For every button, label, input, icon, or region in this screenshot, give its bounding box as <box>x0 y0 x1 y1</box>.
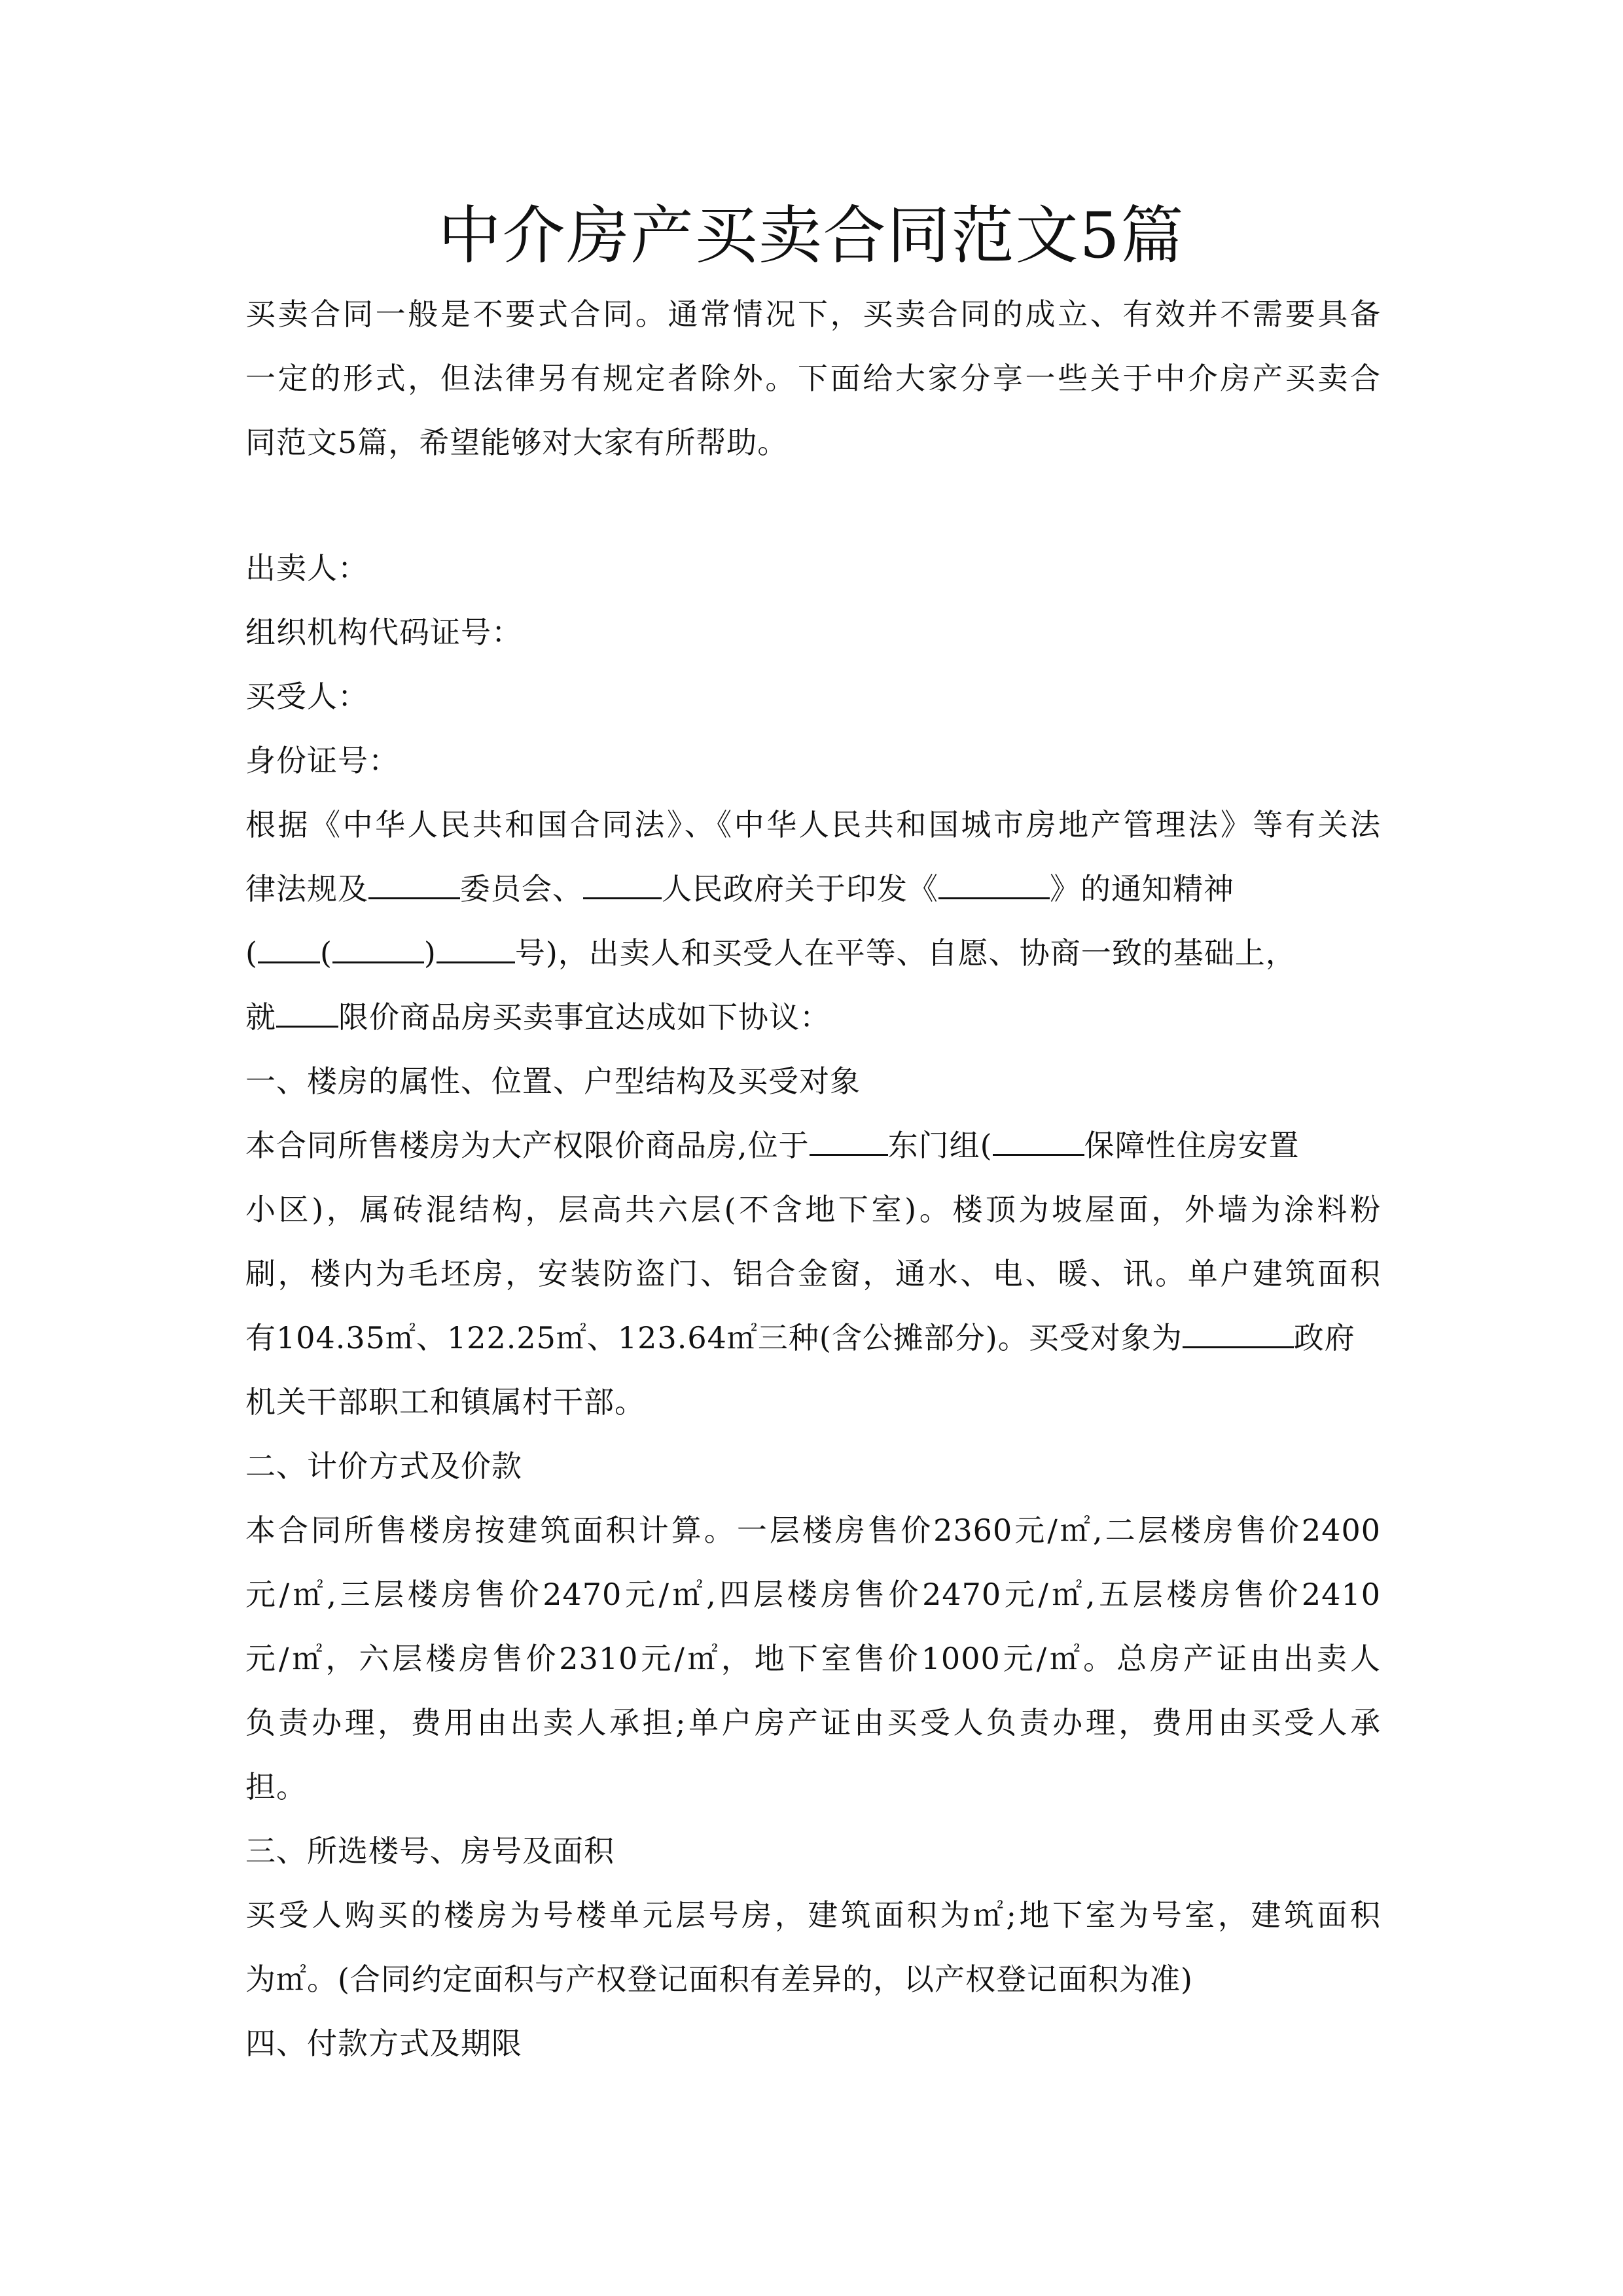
preamble-text: ( <box>319 935 332 971</box>
id-number-field-label: 身份证号： <box>245 743 399 778</box>
preamble-text: 》的通知精神 <box>1050 871 1234 906</box>
preamble-text: 号)，出卖人和买受人在平等、自愿、协商一致的基础上， <box>514 935 1296 971</box>
preamble-line-2 <box>245 869 1381 908</box>
section-3-line-2: 为㎡。(合同约定面积与产权登记面积有差异的，以产权登记面积为准) <box>245 1962 1193 1997</box>
intro-line-1: 买卖合同一般是不要式合同。通常情况下，买卖合同的成立、有效并不需要具备 <box>245 296 1381 332</box>
section-1-line-3: 刷，楼内为毛坯房，安装防盗门、铝合金窗，通水、电、暖、讯。单户建筑面积 <box>245 1256 1381 1291</box>
section-1-heading: 一、楼房的属性、位置、户型结构及买受对象 <box>245 1064 861 1099</box>
section-text: 有104.35㎡、122.25㎡、123.64㎡三种(含公摊部分)。买受对象为 <box>245 1320 1183 1355</box>
document-title: 中介房产买卖合同范文5篇 <box>438 199 1185 272</box>
section-3-heading: 三、所选楼号、房号及面积 <box>245 1833 615 1869</box>
preamble-line-1: 根据《中华人民共和国合同法》、《中华人民共和国城市房地产管理法》等有关法 <box>245 807 1381 842</box>
preamble-text: 限价商品房买卖事宜达成如下协议： <box>338 999 830 1035</box>
section-1-line-4 <box>245 1318 1381 1357</box>
section-4-heading: 四、付款方式及期限 <box>245 2026 522 2061</box>
section-text: 保障性住房安置 <box>1084 1128 1300 1163</box>
blank-doc-number <box>437 935 515 963</box>
section-2-line-4: 负责办理，费用由出卖人承担;单户房产证由买受人负责办理，费用由买受人承 <box>245 1705 1381 1740</box>
preamble-text: 就 <box>245 999 276 1035</box>
section-text: 政府 <box>1293 1320 1355 1355</box>
blank-doc-year <box>332 935 424 963</box>
preamble-text: 人民政府关于印发《 <box>662 871 938 906</box>
section-3-line-1: 买受人购买的楼房为号楼单元层号房，建筑面积为㎡;地下室为号室，建筑面积 <box>245 1897 1381 1933</box>
preamble-text: ) <box>423 935 437 971</box>
seller-field-label: 出卖人： <box>245 550 368 586</box>
blank-buyer-target <box>1183 1320 1294 1348</box>
preamble-line-4 <box>245 997 1381 1037</box>
blank-project <box>276 999 338 1028</box>
blank-doc-prefix <box>258 935 320 963</box>
section-2-line-3: 元/㎡，六层楼房售价2310元/㎡，地下室售价1000元/㎡。总房产证由出卖人 <box>245 1641 1381 1676</box>
intro-line-3: 同范文5篇，希望能够对大家有所帮助。 <box>245 425 789 460</box>
section-2-heading: 二、计价方式及价款 <box>245 1448 522 1484</box>
intro-line-2: 一定的形式，但法律另有规定者除外。下面给大家分享一些关于中介房产买卖合 <box>245 361 1381 396</box>
blank-community <box>993 1128 1084 1156</box>
preamble-text: ( <box>245 935 258 971</box>
section-1-line-5: 机关干部职工和镇属村干部。 <box>245 1384 645 1420</box>
section-text: 本合同所售楼房为大产权限价商品房,位于 <box>245 1128 810 1163</box>
preamble-text: 委员会、 <box>460 871 583 906</box>
blank-government <box>583 871 662 899</box>
section-2-line-5: 担。 <box>245 1769 307 1804</box>
section-1-line-2: 小区)，属砖混结构，层高共六层(不含地下室)。楼顶为坡屋面，外墙为涂料粉 <box>245 1192 1381 1227</box>
section-1-line-1 <box>245 1126 1381 1165</box>
section-2-line-2: 元/㎡,三层楼房售价2470元/㎡,四层楼房售价2470元/㎡,五层楼房售价2410 <box>245 1577 1381 1612</box>
buyer-field-label: 买受人： <box>245 679 368 714</box>
section-2-line-1: 本合同所售楼房按建筑面积计算。一层楼房售价2360元/㎡,二层楼房售价2400 <box>245 1513 1381 1548</box>
section-text: 东门组( <box>887 1128 993 1163</box>
org-code-field-label: 组织机构代码证号： <box>245 615 522 650</box>
preamble-line-3 <box>245 933 1381 973</box>
blank-committee <box>368 871 460 899</box>
preamble-text: 律法规及 <box>245 871 368 906</box>
blank-notice-title <box>938 871 1050 899</box>
blank-location <box>810 1128 888 1156</box>
